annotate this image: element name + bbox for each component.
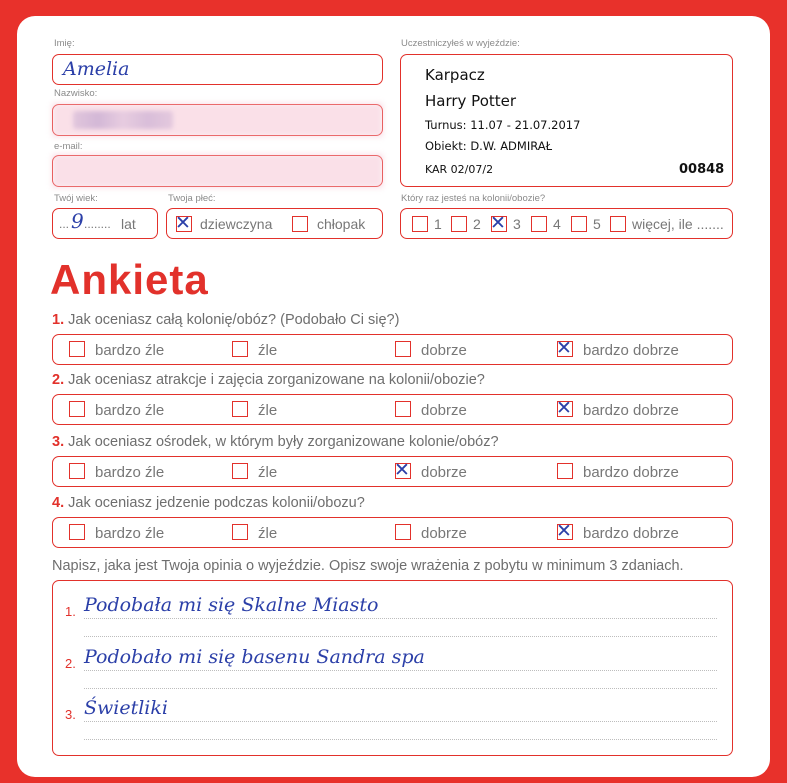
surname-label: Nazwisko: [54, 88, 98, 99]
opinion-line-text: Świetliki [84, 697, 168, 719]
opinion-prompt: Napisz, jaka jest Twoja opinia o wyjeździe. Opisz swoje wrażenia z pobytu w minimum 3 zdaniach. [52, 558, 684, 574]
x-mark-icon: ✕ [175, 212, 191, 234]
dotted-writing-line [84, 739, 717, 740]
times-option-more: więcej, ile ....... [632, 216, 724, 232]
times-label: Który raz jesteś na kolonii/obozie? [401, 193, 546, 204]
times-option-2: 2 [473, 216, 481, 232]
trip-turnus: Turnus: 11.07 - 21.07.2017 [425, 118, 581, 132]
answer-checkbox-2-1[interactable] [69, 401, 85, 417]
opinion-line-number: 1. [65, 604, 76, 619]
opinion-line-number: 3. [65, 707, 76, 722]
answer-checkbox-4-3[interactable] [395, 524, 411, 540]
gender-checkbox-boy[interactable] [292, 216, 308, 232]
question-text: Jak oceniasz całą kolonię/obóz? (Podobało Ci się?) [68, 312, 400, 328]
question-4 [52, 495, 365, 511]
gender-label: Twoja płeć: [168, 193, 216, 204]
question-text: Jak oceniasz atrakcje i zajęcia zorganizowane na kolonii/obozie? [68, 372, 485, 388]
times-option-4: 4 [553, 216, 561, 232]
question-number: 1. [52, 312, 65, 328]
answer-checkbox-4-1[interactable] [69, 524, 85, 540]
gender-option-girl: dziewczyna [200, 216, 273, 232]
gender-field [166, 208, 383, 239]
answer-option-label: bardzo dobrze [583, 402, 679, 419]
answer-option-label: źle [258, 342, 278, 359]
dotted-writing-line [84, 721, 717, 722]
answer-option-label: bardzo dobrze [583, 464, 679, 481]
times-checkbox-1[interactable] [412, 216, 428, 232]
question-3 [52, 434, 499, 450]
times-checkbox-more[interactable] [610, 216, 626, 232]
answer-option-label: dobrze [421, 402, 467, 419]
answer-checkbox-1-3[interactable] [395, 341, 411, 357]
dotted-writing-line [84, 688, 717, 689]
name-value: Amelia [63, 58, 130, 80]
answer-checkbox-1-1[interactable] [69, 341, 85, 357]
age-label: Twój wiek: [54, 193, 98, 204]
answer-option-label: bardzo dobrze [583, 342, 679, 359]
answer-checkbox-3-3[interactable] [394, 459, 411, 481]
age-field[interactable] [52, 208, 158, 239]
answer-option-label: bardzo źle [95, 464, 165, 481]
dotted-writing-line [84, 618, 717, 619]
answer-checkbox-2-3[interactable] [395, 401, 411, 417]
answer-checkbox-3-4[interactable] [557, 463, 573, 479]
x-mark-icon: ✕ [556, 337, 572, 359]
trip-code: KAR 02/07/2 [425, 163, 494, 176]
trip-theme: Harry Potter [425, 92, 517, 110]
trip-place: Karpacz [425, 66, 485, 84]
trip-label: Uczestniczyłeś w wyjeździe: [401, 38, 520, 49]
age-unit: lat [121, 216, 136, 232]
answer-option-label: bardzo źle [95, 402, 165, 419]
answer-option-label: źle [258, 464, 278, 481]
email-label: e-mail: [54, 141, 83, 152]
times-field [400, 208, 733, 239]
x-mark-icon: ✕ [556, 520, 572, 542]
answer-option-label: bardzo dobrze [583, 525, 679, 542]
answer-checkbox-1-2[interactable] [232, 341, 248, 357]
name-field[interactable] [52, 54, 383, 85]
question-2 [52, 372, 485, 388]
age-dots-before: ... [59, 217, 70, 231]
question-number: 4. [52, 495, 65, 511]
times-checkbox-3[interactable] [490, 212, 507, 234]
times-checkbox-5[interactable] [571, 216, 587, 232]
answer-checkbox-2-2[interactable] [232, 401, 248, 417]
opinion-line-number: 2. [65, 656, 76, 671]
answer-checkbox-3-1[interactable] [69, 463, 85, 479]
question-number: 2. [52, 372, 65, 388]
trip-obiekt: Obiekt: D.W. ADMIRAŁ [425, 139, 553, 153]
answer-option-label: dobrze [421, 342, 467, 359]
question-text: Jak oceniasz jedzenie podczas kolonii/obozu? [68, 495, 365, 511]
answer-option-label: źle [258, 402, 278, 419]
times-option-5: 5 [593, 216, 601, 232]
question-text: Jak oceniasz ośrodek, w którym były zorganizowane kolonie/obóz? [68, 434, 499, 450]
redaction-overlay [52, 103, 383, 137]
age-value: 9 [71, 209, 84, 233]
answer-checkbox-4-4[interactable] [556, 520, 573, 542]
times-option-3: 3 [513, 216, 521, 232]
trip-info-box [400, 54, 733, 187]
times-option-1: 1 [434, 216, 442, 232]
survey-title: Ankieta [50, 256, 209, 303]
x-mark-icon: ✕ [556, 397, 572, 419]
answer-option-label: dobrze [421, 525, 467, 542]
age-dots-after: ........ [84, 217, 111, 231]
answer-checkbox-3-2[interactable] [232, 463, 248, 479]
opinion-line-text: Podobało mi się basenu Sandra spa [84, 646, 425, 668]
answer-option-label: bardzo źle [95, 525, 165, 542]
answer-checkbox-2-4[interactable] [556, 397, 573, 419]
answer-checkbox-4-2[interactable] [232, 524, 248, 540]
times-checkbox-4[interactable] [531, 216, 547, 232]
answer-option-label: dobrze [421, 464, 467, 481]
times-checkbox-2[interactable] [451, 216, 467, 232]
gender-checkbox-girl[interactable] [175, 212, 192, 234]
dotted-writing-line [84, 636, 717, 637]
x-mark-icon: ✕ [490, 212, 506, 234]
question-1 [52, 312, 399, 328]
x-mark-icon: ✕ [394, 459, 410, 481]
name-label: Imię: [54, 38, 75, 49]
answer-checkbox-1-4[interactable] [556, 337, 573, 359]
answer-option-label: bardzo źle [95, 342, 165, 359]
trip-number: 00848 [679, 162, 725, 177]
answer-option-label: źle [258, 525, 278, 542]
redaction-overlay-email [52, 154, 383, 188]
question-number: 3. [52, 434, 65, 450]
gender-option-boy: chłopak [317, 216, 366, 232]
opinion-line-text: Podobała mi się Skalne Miasto [84, 594, 379, 616]
dotted-writing-line [84, 670, 717, 671]
